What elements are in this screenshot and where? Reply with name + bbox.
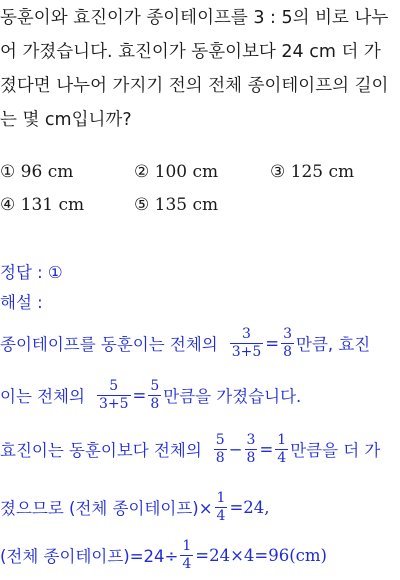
explanation-label: 해설 : (0, 293, 43, 312)
text: 이는 전체의 (0, 387, 85, 406)
fraction (215, 490, 228, 523)
denominator: 3+5 (231, 343, 262, 360)
option-3-text: 125 cm (290, 162, 355, 182)
denominator: 8 (215, 449, 225, 466)
question-line-3: 졌다면 나누어 가지기 전의 전체 종이테이프의 길이 (0, 76, 389, 96)
numerator: 1 (277, 432, 287, 449)
text: 종이테이프를 동훈이는 전체의 (0, 335, 218, 354)
fraction (180, 538, 193, 571)
option-1 (0, 162, 73, 182)
text: 만큼을 가졌습니다. (163, 387, 302, 406)
fraction (148, 378, 161, 411)
explanation-line-4 (0, 482, 270, 532)
numerator: 5 (150, 378, 160, 395)
option-2-text: 100 cm (154, 162, 219, 182)
answer-label: 정답 : ① (0, 263, 63, 282)
explanation-line-2 (0, 370, 301, 420)
equals-sign: = (265, 333, 280, 353)
denominator: 8 (283, 343, 292, 360)
option-4-text: 131 cm (20, 195, 85, 215)
option-4-mark: ④ (0, 195, 16, 215)
numerator: 5 (109, 378, 119, 395)
text: 만큼, 효진 (296, 335, 371, 354)
text: 졌으므로 (전체 종이테이프)× (0, 499, 213, 518)
fraction (275, 432, 288, 465)
minus-sign: − (228, 439, 243, 459)
numerator: 3 (242, 326, 251, 343)
option-5-text: 135 cm (154, 195, 219, 215)
denominator: 4 (216, 507, 226, 524)
equals-sign: = (259, 439, 274, 459)
fraction (281, 326, 294, 359)
fraction (230, 326, 264, 359)
numerator: 3 (283, 326, 292, 343)
explanation-line-1 (0, 318, 370, 368)
question-line-1: 동훈이와 효진이가 종이테이프를 3 : 5의 비로 나누 (0, 8, 389, 28)
option-3 (270, 162, 354, 182)
option-1-mark: ① (0, 162, 16, 182)
text: =24, (229, 497, 270, 517)
fraction (245, 432, 258, 465)
question-line-4: 는 몇 cm입니까? (0, 110, 132, 130)
denominator: 4 (182, 555, 192, 572)
denominator: 3+5 (98, 395, 129, 412)
option-3-mark: ③ (270, 162, 286, 182)
question-line-2: 어 가졌습니다. 효진이가 동훈이보다 24 cm 더 가 (0, 42, 381, 62)
option-5-mark: ⑤ (134, 195, 150, 215)
text: (전체 종이테이프)=24÷ (0, 547, 179, 566)
equals-sign: = (132, 385, 147, 405)
denominator: 8 (150, 395, 160, 412)
explanation-line-3 (0, 424, 380, 474)
fraction (97, 378, 131, 411)
option-5 (134, 195, 218, 215)
option-2-mark: ② (134, 162, 150, 182)
option-2 (134, 162, 218, 182)
fraction (214, 432, 227, 465)
option-4 (0, 195, 84, 215)
numerator: 1 (216, 490, 226, 507)
numerator: 5 (215, 432, 225, 449)
numerator: 3 (246, 432, 256, 449)
denominator: 4 (277, 449, 287, 466)
option-1-text: 96 cm (20, 162, 74, 182)
explanation-line-5 (0, 530, 327, 580)
numerator: 1 (182, 538, 192, 555)
text: 효진이는 동훈이보다 전체의 (0, 441, 202, 460)
text: =24×4=96(cm) (195, 545, 327, 565)
text: 만큼을 더 가 (290, 441, 381, 460)
denominator: 8 (246, 449, 256, 466)
